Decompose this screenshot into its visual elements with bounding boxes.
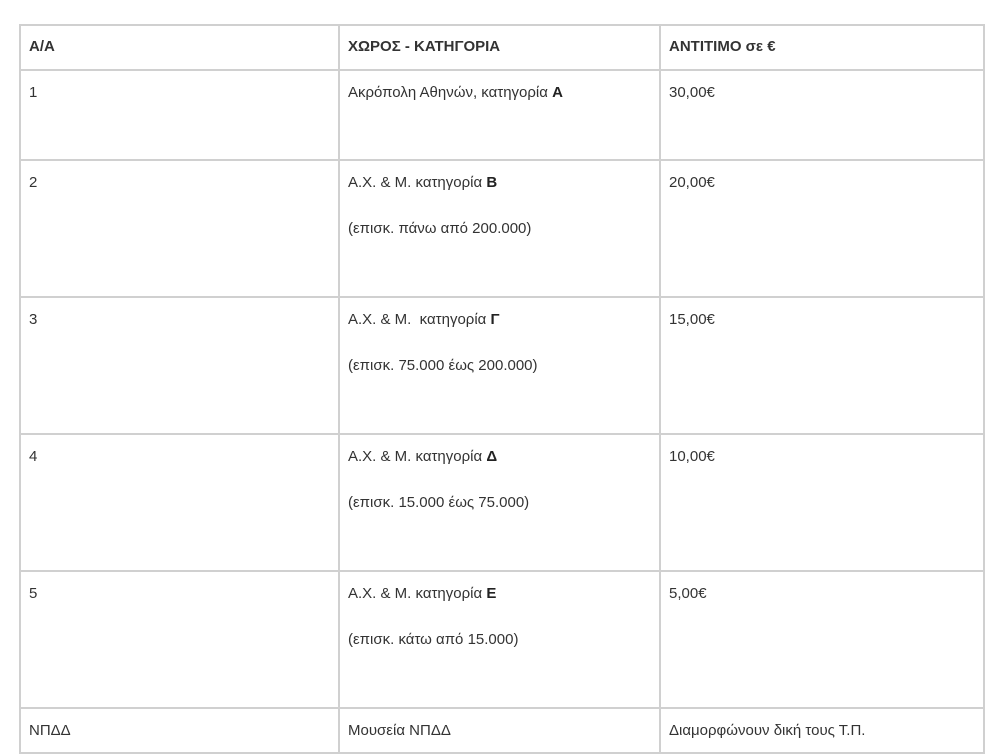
description-line	[348, 445, 651, 469]
description-text: Ακρόπολη Αθηνών, κατηγορία	[348, 84, 553, 101]
category-letter: Δ	[486, 448, 498, 465]
table-row	[20, 434, 984, 571]
row-description	[339, 571, 660, 708]
row-price: 30,00€	[660, 70, 984, 160]
visitors-note: (επισκ. πάνω από 200.000)	[348, 220, 532, 237]
row-number: 4	[20, 434, 339, 571]
category-letter: Β	[486, 174, 498, 191]
description-text: Α.Χ. & Μ. κατηγορία	[348, 448, 487, 465]
row-number: 3	[20, 297, 339, 434]
category-letter: Ε	[486, 585, 497, 602]
row-price: 5,00€	[660, 571, 984, 708]
table-row	[20, 160, 984, 297]
visitors-note: (επισκ. 15.000 έως 75.000)	[348, 494, 530, 511]
description-line	[348, 171, 651, 195]
row-price: 15,00€	[660, 297, 984, 434]
row-description	[339, 297, 660, 434]
row-price: 20,00€	[660, 160, 984, 297]
visitors-note: (επισκ. κάτω από 15.000)	[348, 631, 519, 648]
description-line	[348, 308, 651, 332]
row-description: Μουσεία ΝΠΔΔ	[339, 708, 660, 753]
header-aa: Α/Α	[20, 25, 339, 70]
table-header-row	[20, 25, 984, 70]
visitors-note: (επισκ. 75.000 έως 200.000)	[348, 357, 538, 374]
row-price: Διαμορφώνουν δική τους Τ.Π.	[660, 708, 984, 753]
table-row	[20, 70, 984, 160]
row-number: 5	[20, 571, 339, 708]
table-row	[20, 297, 984, 434]
category-letter: Γ	[490, 311, 500, 328]
row-number: 2	[20, 160, 339, 297]
row-description	[339, 70, 660, 160]
description-text: Α.Χ. & Μ. κατηγορία	[348, 174, 487, 191]
row-price: 10,00€	[660, 434, 984, 571]
description-text: Α.Χ. & Μ. κατηγορία	[348, 311, 491, 328]
category-letter: Α	[552, 84, 563, 101]
header-price: ΑΝΤΙΤΙΜΟ σε €	[660, 25, 984, 70]
row-number: 1	[20, 70, 339, 160]
row-description	[339, 160, 660, 297]
row-description	[339, 434, 660, 571]
description-line	[348, 582, 651, 606]
description-text: Α.Χ. & Μ. κατηγορία	[348, 585, 487, 602]
header-space-category: ΧΩΡΟΣ - ΚΑΤΗΓΟΡΙΑ	[339, 25, 660, 70]
price-table	[19, 24, 985, 754]
table-row	[20, 708, 984, 753]
description-line	[348, 81, 651, 105]
row-number: ΝΠΔΔ	[20, 708, 339, 753]
table-row	[20, 571, 984, 708]
